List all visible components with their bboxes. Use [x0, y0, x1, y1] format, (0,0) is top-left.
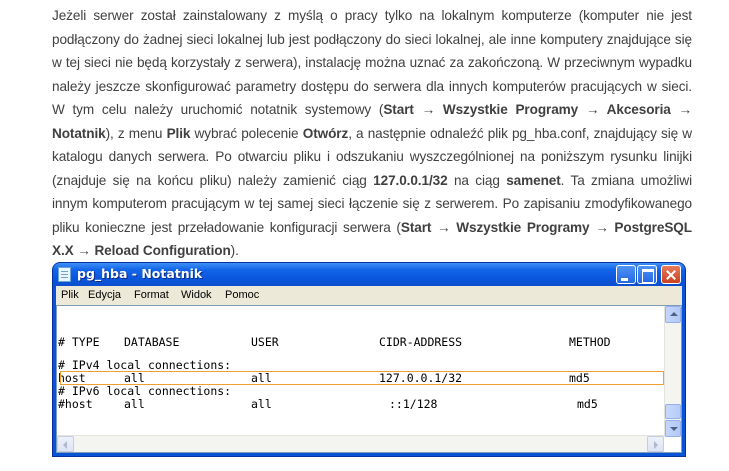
scroll-up-button[interactable]	[665, 306, 681, 323]
cell-address: ::1/128	[389, 397, 438, 411]
scroll-down-button[interactable]	[665, 420, 681, 437]
ipv6-comment: # IPv6 local connections:	[58, 384, 232, 398]
cell-method: md5	[577, 397, 598, 411]
article-paragraph	[52, 4, 692, 263]
scroll-left-button[interactable]	[57, 436, 74, 452]
close-button[interactable]	[661, 265, 681, 284]
cell-database: DATABASE	[124, 335, 180, 349]
cell-database: all	[124, 371, 145, 385]
cell-user: all	[251, 397, 272, 411]
cell-user: USER	[251, 335, 279, 349]
cell-type: host	[58, 371, 86, 385]
cell-type: #host	[58, 397, 93, 411]
article-text: ).	[230, 243, 239, 259]
notepad-window	[52, 262, 686, 457]
ipv4-comment: # IPv4 local connections:	[58, 358, 232, 372]
menu-path-reload: Start → Wszystkie Programy → PostgreSQL X.X → Reload Configuration	[52, 219, 692, 259]
scroll-right-button[interactable]	[647, 436, 664, 452]
scroll-thumb[interactable]	[665, 404, 681, 419]
article-text: na ciąg	[447, 172, 507, 188]
article-text: wybrać polecenie	[190, 125, 303, 141]
cell-type: # TYPE	[58, 335, 100, 349]
vertical-scrollbar[interactable]	[664, 306, 681, 437]
cell-method: md5	[569, 371, 590, 385]
article-text: . Ta zmiana umożliwi innym komputerom pracującym w tej samej sieci łączenie się z serwerem. Po zapisaniu zmodyfikowanego pliku konieczne jest przeładowanie konfiguracji serwera (	[52, 172, 692, 235]
menu-pomoc[interactable]: Pomoc	[225, 289, 260, 301]
menu-name-plik: Plik	[166, 125, 191, 141]
article-text: ), z menu	[105, 125, 167, 141]
cell-user: all	[251, 371, 272, 385]
menu-path-notatnik: Start → Wszystkie Programy → Akcesoria → Notatnik	[52, 102, 693, 141]
text-area[interactable]	[58, 306, 665, 437]
highlight-box	[60, 371, 664, 385]
article-text: Jeżeli serwer został zainstalowany z myślą o pracy tylko na lokalnym komputerze (komputer nie jest podłączony do żadnej sieci lokalnej lub jest podłączony do sieci lokalnej, ale inne komputery znajdujące się w tej sieci nie będą korzystały z serwera), instalację można uznać za zakończoną. W przeciwnym wypadku należy jeszcze skonfigurować parametry dostępu do serwera dla innych komputerów pracujących w sieci. W tym celu należy uruchomić notatnik systemowy (	[52, 8, 692, 118]
title-bar[interactable]	[53, 263, 685, 286]
article-text: , a następnie odnaleźć plik pg_hba.conf, znajdujący się w katalogu danych serwera. Po otwarciu pliku i odszukaniu wyszczególnionej na poniższym rysunku linijki (znajduje się na końcu pliku) należy zamienić ciąg	[52, 125, 693, 188]
samenet-string: samenet	[506, 172, 561, 188]
command-otworz: Otwórz	[302, 125, 349, 141]
menu-widok[interactable]: Widok	[181, 289, 212, 301]
cell-address: 127.0.0.1/32	[379, 371, 463, 385]
menu-bar	[56, 286, 682, 305]
window-title: pg_hba - Notatnik	[77, 266, 203, 281]
horizontal-scrollbar[interactable]	[57, 435, 664, 452]
menu-plik[interactable]: Plik	[61, 289, 79, 301]
maximize-button[interactable]	[637, 265, 657, 284]
cell-address: CIDR-ADDRESS	[379, 335, 463, 349]
cell-method: METHOD	[569, 335, 611, 349]
address-string: 127.0.0.1/32	[373, 172, 448, 188]
text-editor[interactable]	[56, 305, 682, 453]
menu-edycja[interactable]: Edycja	[88, 289, 122, 301]
minimize-button[interactable]	[616, 265, 636, 284]
cell-database: all	[124, 397, 145, 411]
notepad-icon	[58, 267, 71, 282]
menu-format[interactable]: Format	[134, 289, 169, 301]
